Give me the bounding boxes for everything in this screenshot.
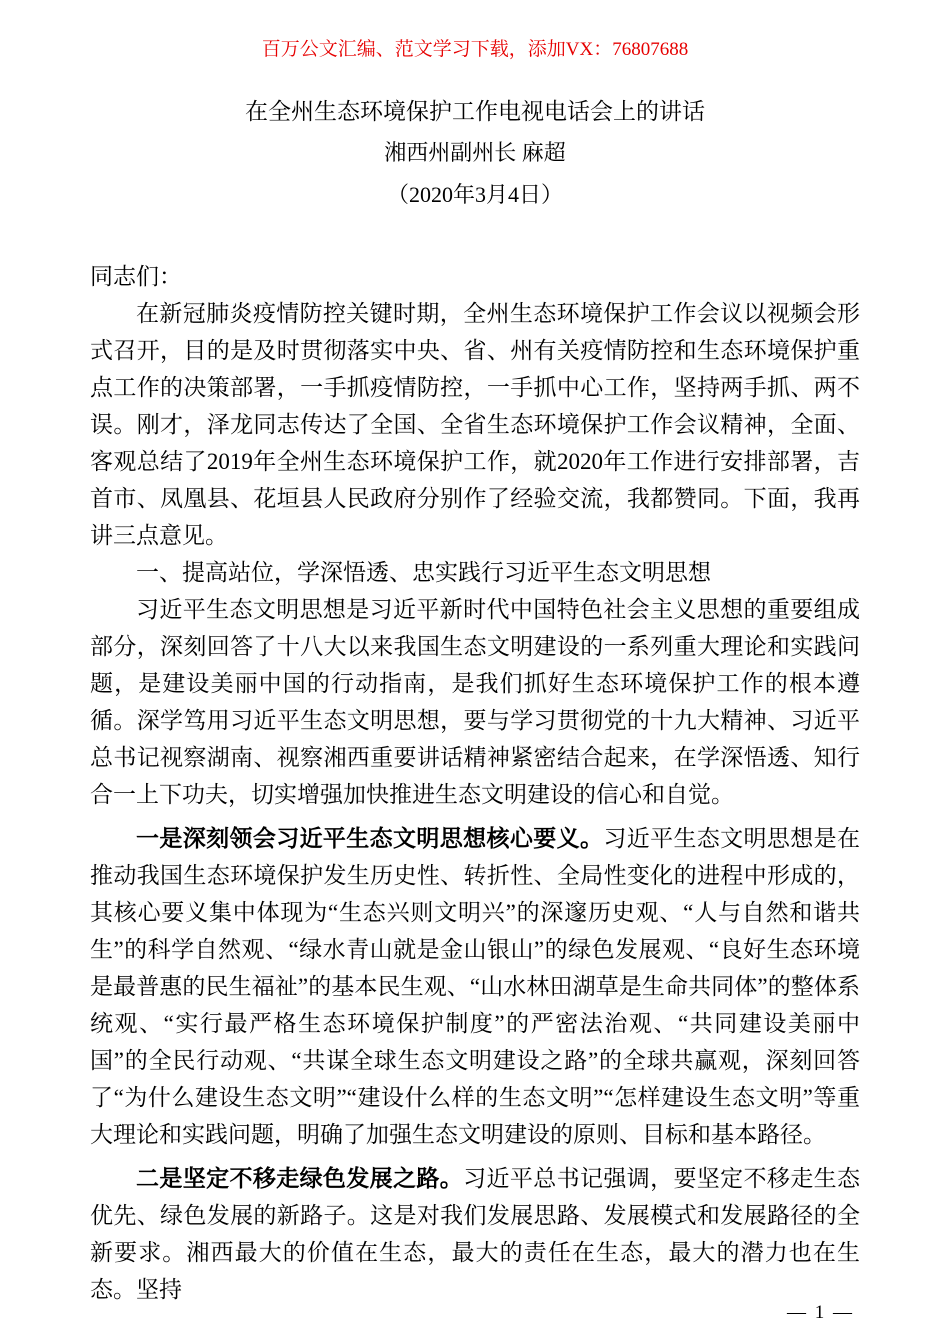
section-heading-1: 一、提高站位，学深悟透、忠实践行习近平生态文明思想 [136, 560, 711, 585]
paragraph-point-2 [90, 1160, 860, 1308]
paragraph-thought-overview: 习近平生态文明思想是习近平新时代中国特色社会主义思想的重要组成部分，深刻回答了十八大以来我国生态文明建设的一系列重大理论和实践问题，是建设美丽中国的行动指南，是我们抓好生态环境保护工作的根本遵循。深学笃用习近平生态文明思想，要与学习贯彻党的十九大精神、习近平总书记视察湖南、视察湘西重要讲话精神紧密结合起来，在学深悟透、知行合一上下功夫，切实增强加快推进生态文明建设的信心和自觉。 [90, 597, 860, 807]
paragraph-opening: 在新冠肺炎疫情防控关键时期，全州生态环境保护工作会议以视频会形式召开，目的是及时贯彻落实中央、省、州有关疫情防控和生态环境保护重点工作的决策部署，一手抓疫情防控，一手抓中心工作，坚持两手抓、两不误。刚才，泽龙同志传达了全国、全省生态环境保护工作会议精神，全面、客观总结了2019年全州生态环境保护工作，就2020年工作进行安排部署，吉首市、凤凰县、花垣县人民政府分别作了经验交流，我都赞同。下面，我再讲三点意见。 [90, 301, 860, 548]
date-line: （2020年3月4日） [386, 182, 563, 207]
salutation: 同志们： [90, 264, 182, 289]
promo-banner: 百万公文汇编、范文学习下载，添加VX：76807688 [261, 39, 689, 60]
paragraph-point-2-text: 习近平总书记强调，要坚定不移走生态优先、绿色发展的新路子。这是对我们发展思路、发展模式和发展路径的全新要求。湘西最大的价值在生态，最大的责任在生态，最大的潜力也在生态。坚持 [90, 1166, 861, 1302]
paragraph-point-1-lead: 一是深刻领会习近平生态文明思想核心要义。 [136, 826, 604, 851]
document-title: 在全州生态环境保护工作电视电话会上的讲话 [245, 99, 705, 124]
page-number: — 1 — [787, 1302, 854, 1323]
paragraph-point-2-lead: 二是坚定不移走绿色发展之路。 [136, 1166, 464, 1191]
author-line: 湘西州副州长 麻超 [384, 140, 566, 165]
paragraph-point-1 [90, 820, 860, 1153]
paragraph-point-1-text: 习近平生态文明思想是在推动我国生态环境保护发生历史性、转折性、全局性变化的进程中形成的，其核心要义集中体现为“生态兴则文明兴”的深邃历史观、“人与自然和谐共生”的科学自然观、“绿水青山就是金山银山”的绿色发展观、“良好生态环境是最普惠的民生福祉”的基本民生观、“山水林田湖草是生命共同体”的整体系统观、“实行最严格生态环境保护制度”的严密法治观、“共同建设美丽中国”的全民行动观、“共谋全球生态文明建设之路”的全球共赢观，深刻回答了“为什么建设生态文明”“建设什么样的生态文明”“怎样建设生态文明”等重大理论和实践问题，明确了加强生态文明建设的原则、目标和基本路径。 [90, 826, 861, 1147]
document-body [90, 258, 860, 1308]
